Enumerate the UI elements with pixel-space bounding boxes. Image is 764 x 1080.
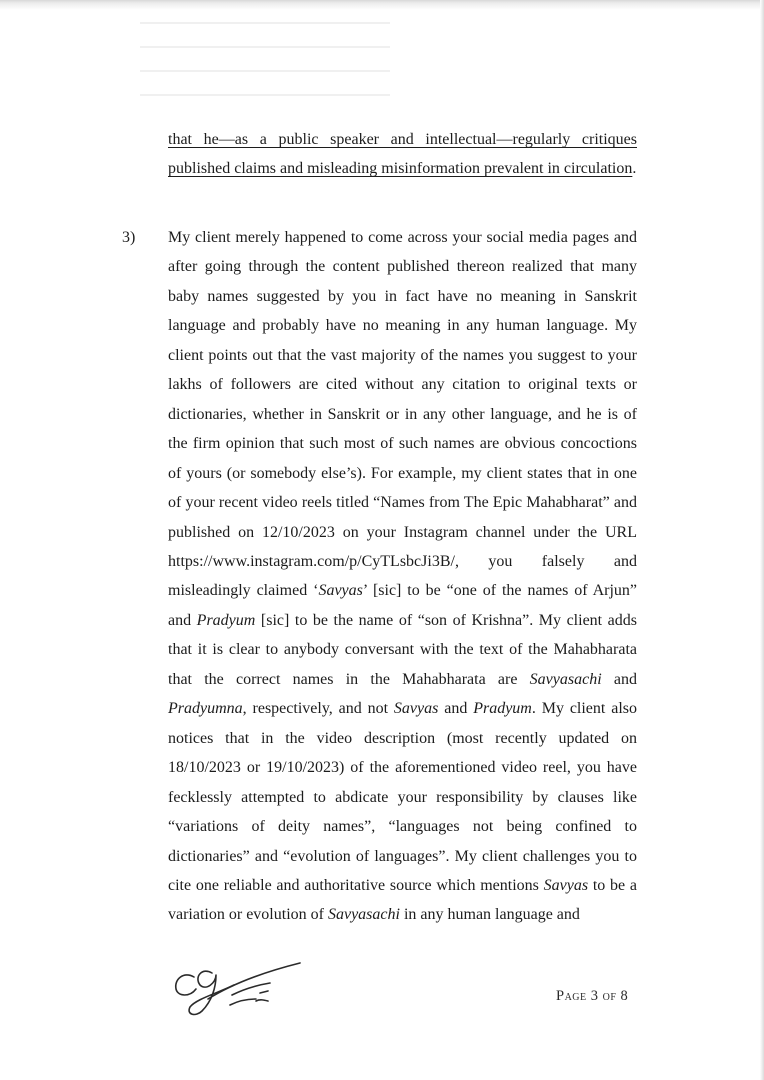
item-number: 3): [122, 229, 136, 246]
bleed-through-shadow: [140, 22, 390, 112]
item-text-segment: in any human language and: [399, 906, 580, 924]
italic-name-savyas: Savyas: [543, 876, 589, 894]
scan-edge-right: [760, 0, 764, 1080]
item-text-segment: and: [601, 670, 637, 688]
page-number: Page 3 of 8: [556, 988, 629, 1004]
continuation-paragraph: [168, 125, 637, 184]
italic-name-savyasachi: Savyasachi: [327, 906, 400, 924]
item-text-segment: , respectively, and not: [242, 700, 394, 718]
item-text-segment: to be a variation or evolution of: [168, 876, 637, 924]
continuation-underlined-text: that he—as a public speaker and intellectual—regularly critiques published claims and misleading misinformation prevalent in circulation: [168, 131, 637, 178]
italic-name-savyas: Savyas: [318, 582, 363, 600]
item-text-segment: My client merely happened to come across your social media pages and after going through the content published thereon realized that many baby names suggested by you in fact have no meaning in Sanskrit language and probably have no meaning in any human language. My client points out that the vast majority of the names you suggest to your lakhs of followers are cited without any citation to original texts or dictionaries, whether in Sanskrit or in any other language, and he is of the firm opinion that such most of such names are obvious concoctions of yours (or somebody else’s). For example, my client states that in one of your recent video reels titled “Names from The Epic Mahabharat” and published on 12/10/2023 on your Instagram channel under the URL https://www.instagram.com/p/CyTLsbcJi3B/, you falsely and misleadingly claimed ‘: [168, 229, 637, 600]
continuation-period: .: [632, 160, 637, 178]
italic-name-savyasachi: Savyasachi: [529, 670, 602, 688]
signature-icon: [172, 955, 312, 1025]
item-text-segment: . My client also notices that in the video description (most recently updated on 18/10/2023 or 19/10/2023) of the aforementioned video reel, you have fecklessly attempted to abdicate your responsibility by clauses like “variations of deity names”, “languages not being confined to dictionaries” and “evolution of languages”. My client challenges you to cite one reliable and authoritative source which mentions: [168, 700, 637, 894]
item-text-segment: [sic] to be the name of “son of Krishna”. My client adds that it is clear to anybody conversant with the text of the Mahabharata that the correct names in the Mahabharata are: [168, 611, 637, 688]
item-text-segment: and: [438, 700, 474, 718]
italic-name-pradyumna: Pradyumna: [168, 700, 243, 718]
item-text-segment: ’ [sic] to be “one of the names of Arjun” and: [168, 582, 638, 629]
scan-edge-top: [0, 0, 764, 10]
item-3-paragraph: [168, 223, 637, 930]
italic-name-savyas: Savyas: [393, 700, 439, 718]
italic-name-pradyum: Pradyum: [473, 700, 532, 718]
italic-name-pradyum: Pradyum: [196, 611, 256, 629]
